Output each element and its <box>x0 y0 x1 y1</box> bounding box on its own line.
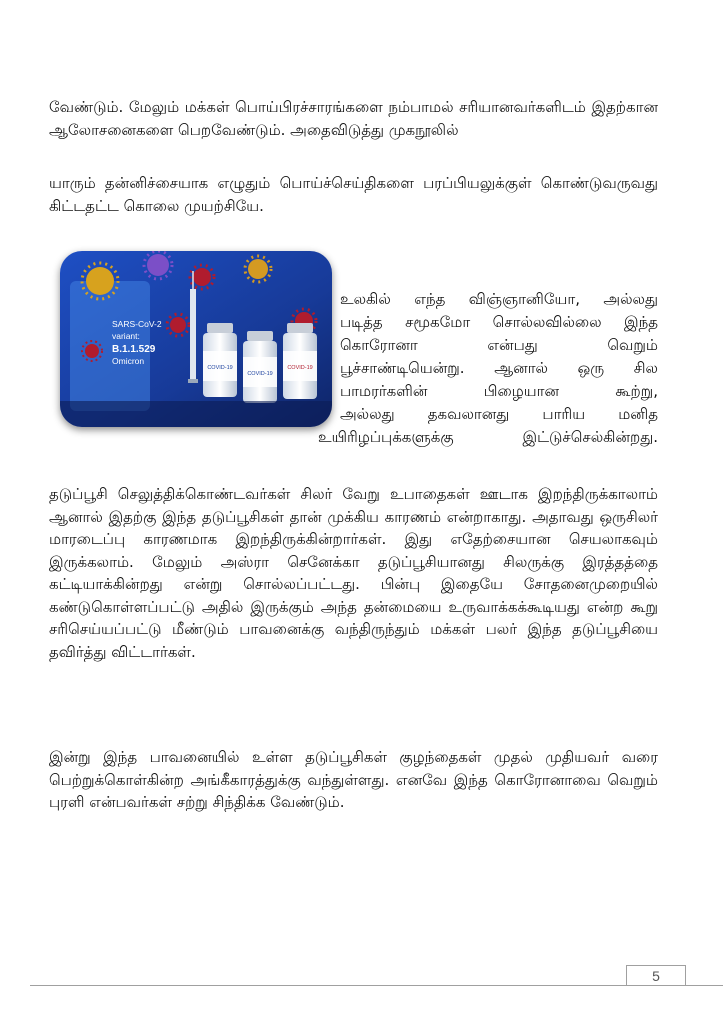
paragraph-2: யாரும் தன்னிச்சையாக எழுதும் பொய்ச்செய்திகளை பரப்பியலுக்குள் கொண்டுவருவது கிட்டதட்ட கொலை முயற்சியே. <box>49 174 658 215</box>
vial-label: COVID-19 <box>207 365 233 371</box>
side-text-line: பூச்சாண்டியென்று. ஆனால் ஒரு சில <box>340 359 658 377</box>
paragraph-5: இன்று இந்த பாவனையில் உள்ள தடுப்பூசிகள் குழந்தைகள் முதல் முதியவர் வரை பெற்றுக்கொள்கின்ற அங்கீகாரத்துக்கு வந்துள்ளது. எனவே இந்த கொரோனாவை வெறும் புரளி என்பவர்கள் சற்று சிந்திக்க வேண்டும். <box>49 748 658 811</box>
side-text-line: உலகில் எந்த விஞ்ஞானியோ, அல்லது <box>340 290 658 308</box>
paragraph-1: வேண்டும். மேலும் மக்கள் பொய்பிரச்சாரங்களை நம்பாமல் சரியானவர்களிடம் இதற்கான ஆலோசனைகளை பெறவேண்டும். அதைவிடுத்து முகநூலில் <box>49 98 658 139</box>
vaccine-vial <box>203 323 237 397</box>
page-number: 5 <box>626 965 686 986</box>
side-text-line: படித்த சமூகமோ சொல்லவில்லை இந்த <box>340 313 658 331</box>
footer-rule <box>30 985 723 986</box>
variant-label-line-4: Omicron <box>112 356 145 366</box>
variant-label-line-2: variant: <box>112 331 140 341</box>
vial-label: COVID-19 <box>247 371 273 377</box>
side-text-line: பாமரர்களின் பிழையான கூற்று, <box>340 382 658 400</box>
omicron-vaccine-photo <box>60 251 332 427</box>
vaccine-vial <box>243 331 277 403</box>
vaccine-vial <box>283 323 317 399</box>
variant-label-line-1: SARS-CoV-2 <box>112 319 162 329</box>
side-text-line: உயிரிழப்புக்களுக்கு இட்டுச்செல்கின்றது. <box>318 428 658 446</box>
vial-label: COVID-19 <box>287 365 313 371</box>
side-text-block <box>318 288 658 449</box>
paragraph-4: தடுப்பூசி செலுத்திக்கொண்டவர்கள் சிலர் வேறு உபாதைகள் ஊடாக இறந்திருக்காலாம் ஆனால் இதற்கு இந்த தடுப்பூசிகள் தான் முக்கிய காரணம் என்றாகாது. அதாவது ஒருசிலர் மாரடைப்பு காரணமாக இறந்திருக்கின்றார்கள். இது எதேற்சையான செயலாகவும் இருக்கலாம். மேலும் அஸ்ரா செனேக்கா தடுப்பூசியானது சிலருக்கு இரத்தத்தை கட்டியாக்கின்றது என்று சொல்லப்பட்டது. பின்பு இதையே சோதனைமுறையில் கண்டுகொள்ளப்பட்டு அதில் இருக்கும் அந்த தன்மையை உருவாக்கக்கூடியது என்ற கூறு சரிசெய்யப்பட்டு மீண்டும் பாவனைக்கு வந்திருந்தும் மக்கள் பலர் இந்த தடுப்பூசியை தவிர்த்து விட்டார்கள். <box>49 485 658 661</box>
variant-label-line-3: B.1.1.529 <box>112 344 156 355</box>
side-text-line: அல்லது தகவலானது பாரிய மனித <box>340 405 658 423</box>
side-text-line: கொரோனா என்பது வெறும் <box>340 336 658 354</box>
